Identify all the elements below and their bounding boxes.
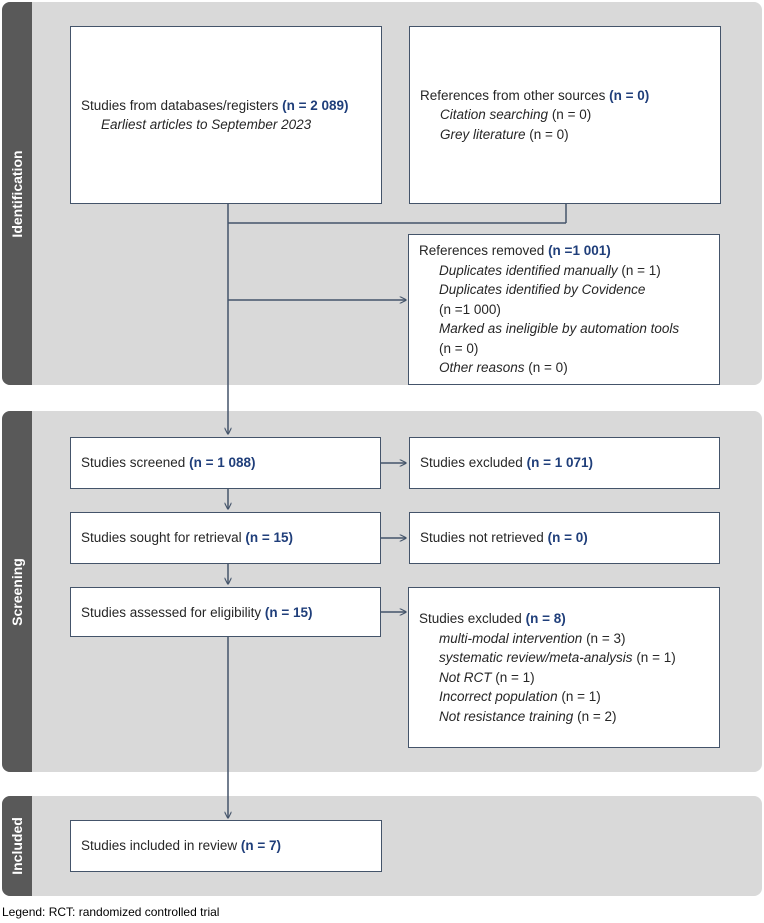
excluded-eligibility-count: (n = 8): [525, 611, 566, 626]
other-sources-box: [409, 26, 721, 204]
list-item: Other reasons (n = 0): [439, 360, 568, 376]
list-item: (n =1 000): [439, 301, 501, 317]
other-sources-title: References from other sources: [420, 87, 610, 103]
included-count: (n = 7): [240, 838, 281, 854]
list-item: Marked as ineligible by automation tools: [439, 321, 680, 337]
removed-box: [408, 234, 720, 385]
list-item: Not resistance training (n = 2): [439, 708, 617, 724]
list-item: Grey literature (n = 0): [440, 126, 569, 142]
removed-title-line: [419, 241, 709, 261]
eligibility-box: [70, 587, 381, 637]
retrieval-title: Studies sought for retrieval: [81, 530, 246, 546]
eligibility-title: Studies assessed for eligibility: [81, 605, 265, 620]
databases-count: (n = 2 089): [282, 97, 349, 113]
list-item: (n = 0): [439, 340, 479, 356]
excluded-screening-box: [409, 437, 720, 489]
excluded-screening-count: (n = 1 071): [526, 455, 593, 471]
excluded-eligibility-box: [408, 587, 720, 748]
list-item: systematic review/meta-analysis (n = 1): [439, 650, 676, 665]
list-item: Not RCT (n = 1): [439, 669, 535, 685]
excluded-screening-title: Studies excluded: [420, 455, 527, 471]
legend: Legend: RCT: randomized controlled trial: [2, 905, 220, 919]
screening-label: Screening: [9, 557, 25, 626]
list-item: Duplicates identified by Covidence: [439, 282, 646, 298]
not-retrieved-count: (n = 0): [547, 530, 588, 546]
list-item: Incorrect population (n = 1): [439, 689, 601, 704]
list-item: Duplicates identified manually (n = 1): [439, 262, 661, 278]
list-item: multi-modal intervention (n = 3): [439, 630, 626, 646]
databases-date-range: Earliest articles to September 2023: [101, 117, 312, 132]
databases-box: [70, 26, 382, 204]
removed-title: References removed: [419, 243, 549, 259]
screened-box: [70, 437, 381, 489]
excluded-eligibility-title: Studies excluded: [419, 611, 526, 626]
screened-title: Studies screened: [81, 455, 190, 471]
included-label: Included: [9, 817, 25, 875]
identification-label: Identification: [9, 149, 25, 238]
databases-title-line: [81, 96, 371, 116]
retrieval-count: (n = 15): [245, 530, 293, 546]
excluded-eligibility-title-line: [419, 609, 709, 629]
other-sources-count: (n = 0): [609, 87, 650, 103]
included-box: [70, 820, 382, 872]
not-retrieved-box: [409, 512, 720, 564]
list-item: Citation searching (n = 0): [440, 107, 592, 123]
not-retrieved-title: Studies not retrieved: [420, 530, 548, 546]
other-sources-title-line: [420, 86, 710, 106]
retrieval-box: [70, 512, 381, 564]
eligibility-count: (n = 15): [264, 605, 313, 620]
removed-count: (n =1 001): [548, 243, 611, 259]
included-title: Studies included in review: [81, 838, 241, 854]
databases-title: Studies from databases/registers: [81, 97, 283, 113]
screened-count: (n = 1 088): [189, 455, 256, 471]
